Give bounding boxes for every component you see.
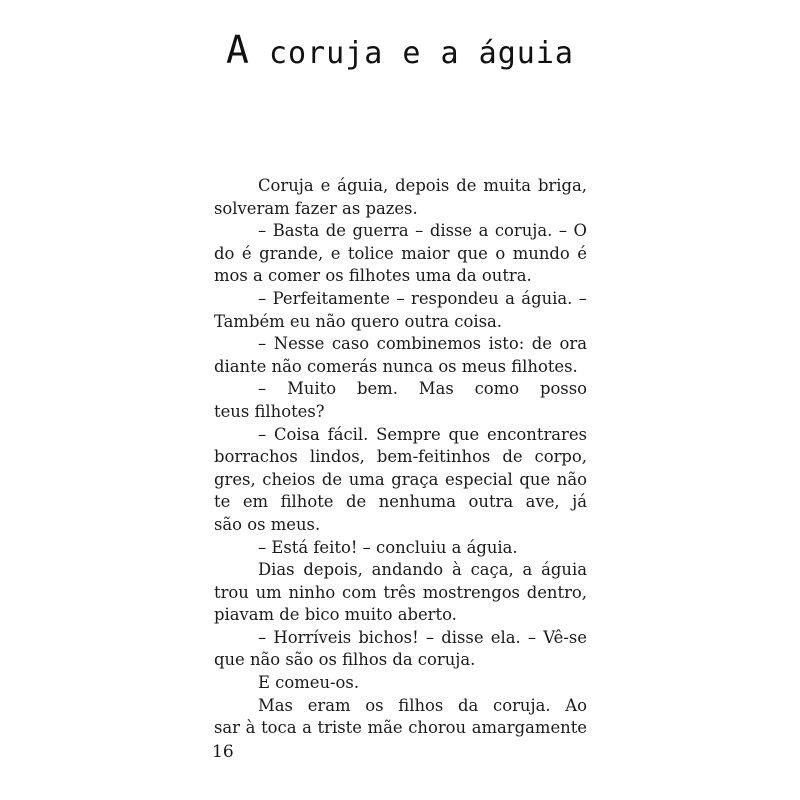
text-line: – Perfeitamente – respondeu a águia. – — [258, 288, 587, 308]
text-line: Mas eram os filhos da coruja. Ao — [258, 695, 587, 715]
text-line: Também eu não quero outra coisa. — [214, 311, 502, 331]
text-line: teus filhotes? — [214, 401, 325, 421]
text-line: piavam de bico muito aberto. — [214, 605, 457, 625]
text-line: Coruja e águia, depois de muita briga, — [258, 176, 587, 195]
text-line: que não são os filhos da coruja. — [214, 650, 476, 670]
text-line: do é grande, e tolice maior que o mundo é — [214, 243, 587, 263]
text-line: – Muito bem. Mas como posso — [258, 379, 587, 399]
text-line: – Basta de guerra – disse a coruja. – O — [258, 221, 587, 241]
text-line: são os meus. — [214, 514, 321, 534]
title-rest: coruja e a águia — [249, 36, 574, 71]
text-line: trou um ninho com três mostrengos dentro, — [214, 582, 587, 602]
text-line: diante não comerás nunca os meus filhotes. — [214, 356, 578, 376]
text-line: – Coisa fácil. Sempre que encontrares — [258, 424, 587, 444]
page-number: 16 — [212, 742, 234, 762]
text-line: – Nesse caso combinemos isto: de ora — [258, 334, 587, 354]
text-line: gres, cheios de uma graça especial que não — [214, 469, 587, 489]
text-line: E comeu-os. — [258, 673, 360, 693]
title-initial: A — [226, 28, 250, 72]
text-line: sar à toca a triste mãe chorou amargamente — [214, 718, 587, 738]
story-text — [214, 175, 587, 740]
text-line: borrachos lindos, bem-feitinhos de corpo, — [214, 447, 587, 467]
text-line: – Está feito! – concluiu a águia. — [258, 537, 518, 557]
text-line: – Horríveis bichos! – disse ela. – Vê-se — [258, 627, 587, 647]
text-line: mos a comer os filhotes uma da outra. — [214, 266, 532, 286]
text-line: te em filhote de nenhuma outra ave, já — [214, 492, 587, 512]
page-title — [0, 28, 800, 72]
text-line: Dias depois, andando à caça, a águia — [258, 560, 587, 580]
text-line: solveram fazer as pazes. — [214, 198, 418, 218]
